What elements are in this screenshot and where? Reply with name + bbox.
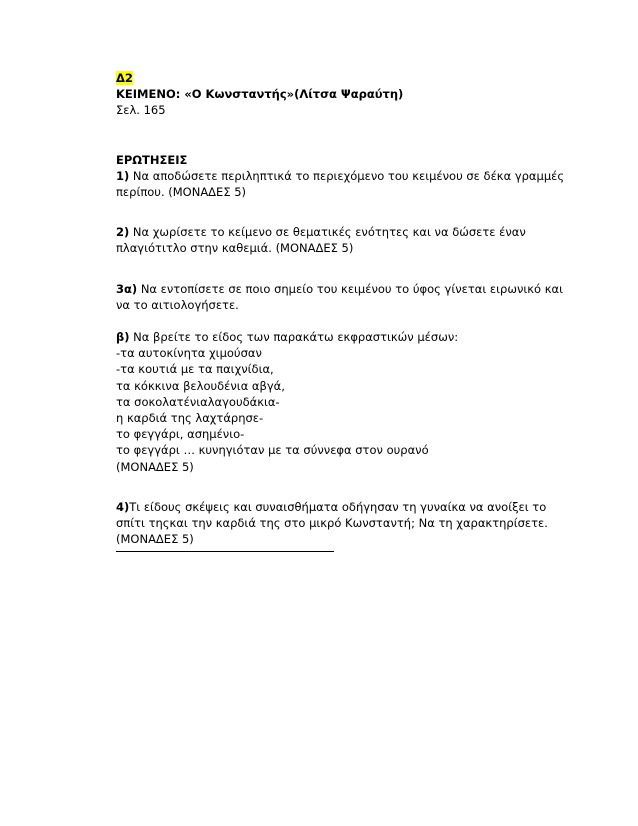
question-3a-text: Να εντοπίσετε σε ποιο σημείο του κειμένου το ύφος γίνεται ειρωνικό και	[137, 281, 563, 296]
list-item: το φεγγάρι, ασημένιο-	[116, 427, 245, 442]
list-item: η καρδιά της λαχτάρησε-	[116, 411, 264, 426]
text-title: ΚΕΙΜΕΝΟ: «Ο Κωνσταντής»(Λίτσα Ψαραύτη)	[116, 87, 404, 102]
question-3a-line-2: να το αιτιολογήσετε.	[116, 297, 239, 312]
question-1-line-1	[116, 168, 586, 184]
spacer	[116, 257, 586, 281]
spacer	[116, 475, 586, 499]
question-4-number: 4)	[116, 499, 130, 514]
question-2-number: 2)	[116, 225, 130, 240]
question-3b	[116, 329, 586, 475]
section-code-line	[116, 70, 586, 86]
spacer	[116, 313, 586, 329]
question-4-line-2: σπίτι τηςκαι την καρδιά της στο μικρό Κωνσταντή; Να τη χαρακτηρίσετε.	[116, 516, 548, 531]
list-item: το φεγγάρι … κυνηγιόταν με τα σύννεφα στον ουρανό	[116, 443, 429, 458]
page-reference: Σελ. 165	[116, 103, 166, 118]
list-item: -τα αυτοκίνητα χιμούσαν	[116, 346, 262, 361]
question-2	[116, 224, 586, 256]
question-3a	[116, 281, 586, 313]
question-3b-line-1	[116, 329, 586, 345]
question-3b-number: β)	[116, 330, 130, 345]
question-2-line-1	[116, 224, 586, 240]
question-1-text: Να αποδώσετε περιληπτικά το περιεχόμενο του κειμένου σε δέκα γραμμές	[129, 168, 565, 183]
question-1	[116, 168, 586, 200]
question-4-text: Τι είδους σκέψεις και συναισθήματα οδήγησαν τη γυναίκα να ανοίξει το	[129, 499, 547, 514]
question-4-line-3: (ΜΟΝΑΔΕΣ 5)	[116, 532, 194, 547]
question-3a-line-1	[116, 281, 586, 297]
question-2-text: Να χωρίσετε το κείμενο σε θεματικές ενότητες και να δώσετε έναν	[129, 225, 526, 240]
question-4	[116, 499, 586, 548]
questions-heading: ΕΡΩΤΗΣΕΙΣ	[116, 152, 188, 167]
question-1-line-2: περίπου. (ΜΟΝΑΔΕΣ 5)	[116, 185, 247, 200]
question-2-line-2: πλαγιότιτλο στην καθεμιά. (ΜΟΝΑΔΕΣ 5)	[116, 241, 354, 256]
horizontal-rule	[116, 551, 334, 552]
question-3a-number: 3α)	[116, 281, 138, 296]
question-4-line-1	[116, 499, 586, 515]
document-page	[116, 70, 586, 552]
question-1-number: 1)	[116, 168, 130, 183]
list-item: -τα κουτιά με τα παιχνίδια,	[116, 362, 274, 377]
list-item: (ΜΟΝΑΔΕΣ 5)	[116, 459, 194, 474]
question-3b-intro: Να βρείτε το είδος των παρακάτω εκφραστικών μέσων:	[129, 330, 459, 345]
spacer	[116, 200, 586, 224]
list-item: τα κόκκινα βελουδένια αβγά,	[116, 378, 285, 393]
section-code-highlight: Δ2	[116, 71, 133, 85]
list-item: τα σοκολατένιαλαγουδάκια-	[116, 394, 280, 409]
spacer	[116, 119, 586, 152]
